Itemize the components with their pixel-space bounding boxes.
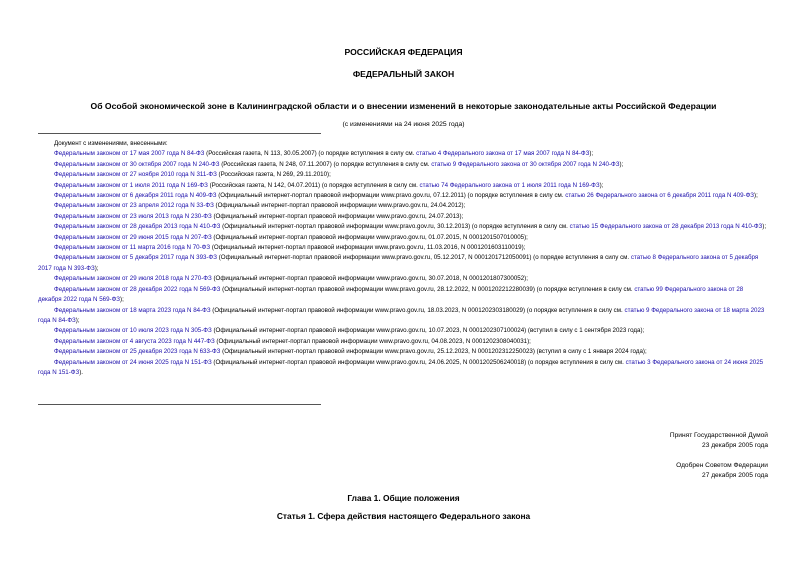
law-title: Об Особой экономической зоне в Калининградской области и о внесении изменений в некоторые законодательные акты Российской Федерации xyxy=(90,101,717,111)
amendment-item xyxy=(38,170,768,180)
amendment-article-link[interactable]: статью 74 Федерального закона от 1 июля 2011 года N 169-ФЗ xyxy=(419,181,600,189)
amendment-source: (Официальный интернет-портал правовой информации www.pravo.gov.ru, 24.06.2025, N 0001202506240018) (о порядке вступления в силу см. xyxy=(211,358,626,366)
amendment-law-link[interactable]: Федеральным законом от 29 июля 2018 года N 270-ФЗ xyxy=(54,275,212,283)
amendment-item xyxy=(38,306,768,327)
amendment-article-link[interactable]: статью 4 Федерального закона от 17 мая 2007 года N 84-ФЗ xyxy=(416,150,590,158)
amendment-law-link[interactable]: Федеральным законом от 6 декабря 2011 года N 409-ФЗ xyxy=(54,192,217,200)
amendment-source: (Официальный интернет-портал правовой информации www.pravo.gov.ru, 28.12.2022, N 0001202212280039) (о порядке вступления в силу см. xyxy=(220,285,635,293)
amendment-item xyxy=(38,201,768,211)
amendment-tail: ); xyxy=(589,150,594,158)
amendment-tail: ). xyxy=(79,368,83,376)
amendment-item xyxy=(38,233,768,243)
amendment-item xyxy=(38,253,768,274)
amendment-source: (Официальный интернет-портал правовой информации www.pravo.gov.ru, 04.08.2023, N 0001202308040031); xyxy=(214,337,531,345)
amendment-law-link[interactable]: Федеральным законом от 29 июня 2015 года N 207-ФЗ xyxy=(54,233,212,241)
amendment-article-link[interactable]: статью 3 Федерального закона от 24 июня 2025 года N 151-ФЗ xyxy=(38,358,764,376)
amendment-law-link[interactable]: Федеральным законом от 28 декабря 2022 года N 569-ФЗ xyxy=(54,285,221,293)
amendment-law-link[interactable]: Федеральным законом от 18 марта 2023 года N 84-ФЗ xyxy=(54,306,211,314)
amendment-item xyxy=(38,285,768,306)
amendment-source: (Российская газета, N 142, 04.07.2011) (о порядке вступления в силу см. xyxy=(207,181,420,189)
amendment-law-link[interactable]: Федеральным законом от 25 декабря 2023 года N 633-ФЗ xyxy=(54,348,221,356)
amendment-article-link[interactable]: статью 15 Федерального закона от 28 декабря 2013 года N 410-ФЗ xyxy=(569,223,763,231)
amendment-source: (Официальный интернет-портал правовой информации www.pravo.gov.ru, 18.03.2023, N 0001202303180029) (о порядке вступления в силу см. xyxy=(210,306,625,314)
amendment-source: (Официальный интернет-портал правовой информации www.pravo.gov.ru, 24.07.2013); xyxy=(211,212,464,220)
amendment-tail: ); xyxy=(120,296,124,304)
amendment-tail: ); xyxy=(762,223,767,231)
amendment-law-link[interactable]: Федеральным законом от 28 декабря 2013 года N 410-ФЗ xyxy=(54,223,221,231)
amendment-source: (Российская газета, N 248, 07.11.2007) (о порядке вступления в силу см. xyxy=(219,160,432,168)
amendment-law-link[interactable]: Федеральным законом от 30 октября 2007 года N 240-ФЗ xyxy=(54,160,220,168)
amendment-law-link[interactable]: Федеральным законом от 4 августа 2023 года N 447-ФЗ xyxy=(54,337,215,345)
amendment-source: (Официальный интернет-портал правовой информации www.pravo.gov.ru, 30.07.2018, N 0001201807300052); xyxy=(211,275,528,283)
amendment-source: (Российская газета, N 113, 30.05.2007) (о порядке вступления в силу см. xyxy=(204,150,417,158)
edition-note: (с изменениями на 24 июня 2025 года) xyxy=(342,121,465,128)
council-approval xyxy=(676,461,768,481)
amendment-source: (Официальный интернет-портал правовой информации www.pravo.gov.ru, 25.12.2023, N 0001202312250023) (вступил в силу с 1 января 2024 года); xyxy=(220,348,647,356)
amendment-law-link[interactable]: Федеральным законом от 10 июля 2023 года N 305-ФЗ xyxy=(54,327,212,335)
duma-line: Принят Государственной Думой xyxy=(669,432,768,439)
amendment-item xyxy=(38,274,768,284)
amendment-item xyxy=(38,191,768,201)
council-date: 27 декабря 2005 года xyxy=(702,472,768,479)
amendments-intro: Документ с изменениями, внесенными: xyxy=(54,140,168,147)
amendment-article-link[interactable]: статью 26 Федерального закона от 6 декабря 2011 года N 409-ФЗ xyxy=(565,192,755,200)
amendment-source: (Российская газета, N 269, 29.11.2010); xyxy=(216,171,331,179)
amendment-item xyxy=(38,347,768,357)
amendment-law-link[interactable]: Федеральным законом от 11 марта 2016 года N 70-ФЗ xyxy=(54,244,211,252)
amendment-article-link[interactable]: статью 9 Федерального закона от 30 октября 2007 года N 240-ФЗ xyxy=(431,160,620,168)
amendment-tail: ); xyxy=(754,192,758,200)
amendment-law-link[interactable]: Федеральным законом от 23 апреля 2012 года N 33-ФЗ xyxy=(54,202,214,210)
amendment-law-link[interactable]: Федеральным законом от 17 мая 2007 года N 84-ФЗ xyxy=(54,150,205,158)
amendment-item xyxy=(38,160,768,170)
amendment-law-link[interactable]: Федеральным законом от 27 ноября 2010 года N 311-ФЗ xyxy=(54,171,217,179)
amendment-source: (Официальный интернет-портал правовой информации www.pravo.gov.ru, 24.04.2012); xyxy=(213,202,466,210)
amendment-tail: ); xyxy=(94,264,99,272)
amendment-item xyxy=(38,212,768,222)
amendment-source: (Официальный интернет-портал правовой информации www.pravo.gov.ru, 07.12.2011) (о порядке вступления в силу см. xyxy=(216,192,566,200)
amendment-tail: ); xyxy=(75,316,80,324)
amendment-item xyxy=(38,222,768,232)
doc-type-heading: ФЕДЕРАЛЬНЫЙ ЗАКОН xyxy=(352,69,455,79)
article-heading: Статья 1. Сфера действия настоящего Федерального закона xyxy=(276,511,531,521)
amendment-item xyxy=(38,149,768,159)
amendment-tail: ); xyxy=(619,160,624,168)
amendment-item xyxy=(38,243,768,253)
amendment-law-link[interactable]: Федеральным законом от 24 июня 2025 года N 151-ФЗ xyxy=(54,358,212,366)
amendments-list xyxy=(38,139,768,378)
amendment-law-link[interactable]: Федеральным законом от 1 июля 2011 года N 169-ФЗ xyxy=(54,181,208,189)
amendment-law-link[interactable]: Федеральным законом от 23 июля 2013 года N 230-ФЗ xyxy=(54,212,212,220)
amendment-item xyxy=(38,337,768,347)
amendment-source: (Официальный интернет-портал правовой информации www.pravo.gov.ru, 11.03.2016, N 0001201603110019); xyxy=(210,244,526,252)
amendment-source: (Официальный интернет-портал правовой информации www.pravo.gov.ru, 10.07.2023, N 0001202307100024) (вступил в силу с 1 сентября 2023 года); xyxy=(211,327,645,335)
amendment-article-link[interactable]: статью 99 Федерального закона от 28 декабря 2022 года N 569-ФЗ xyxy=(38,285,744,304)
divider-top xyxy=(38,133,321,134)
divider-bottom xyxy=(38,404,321,405)
amendment-source: (Официальный интернет-портал правовой информации www.pravo.gov.ru, 05.12.2017, N 0001201712050091) (о порядке вступления в силу см. xyxy=(216,254,631,262)
amendment-item xyxy=(38,358,768,379)
duma-adoption xyxy=(670,431,768,451)
amendment-item xyxy=(38,326,768,336)
amendment-source: (Официальный интернет-портал правовой информации www.pravo.gov.ru, 30.12.2013) (о порядке вступления в силу см. xyxy=(220,223,570,231)
country-heading: РОССИЙСКАЯ ФЕДЕРАЦИЯ xyxy=(344,47,463,57)
chapter-heading: Глава 1. Общие положения xyxy=(347,493,460,503)
council-line: Одобрен Советом Федерации xyxy=(676,462,768,469)
amendment-tail: ); xyxy=(599,181,604,189)
amendment-law-link[interactable]: Федеральным законом от 5 декабря 2017 года N 393-ФЗ xyxy=(54,254,217,262)
amendment-item xyxy=(38,181,768,191)
duma-date: 23 декабря 2005 года xyxy=(702,442,768,449)
amendment-source: (Официальный интернет-портал правовой информации www.pravo.gov.ru, 01.07.2015, N 0001201507010005); xyxy=(211,233,528,241)
amendment-article-link[interactable]: статью 8 Федерального закона от 5 декабря 2017 года N 393-ФЗ xyxy=(38,254,759,272)
amendment-article-link[interactable]: статью 9 Федерального закона от 18 марта 2023 года N 84-ФЗ xyxy=(38,306,765,324)
